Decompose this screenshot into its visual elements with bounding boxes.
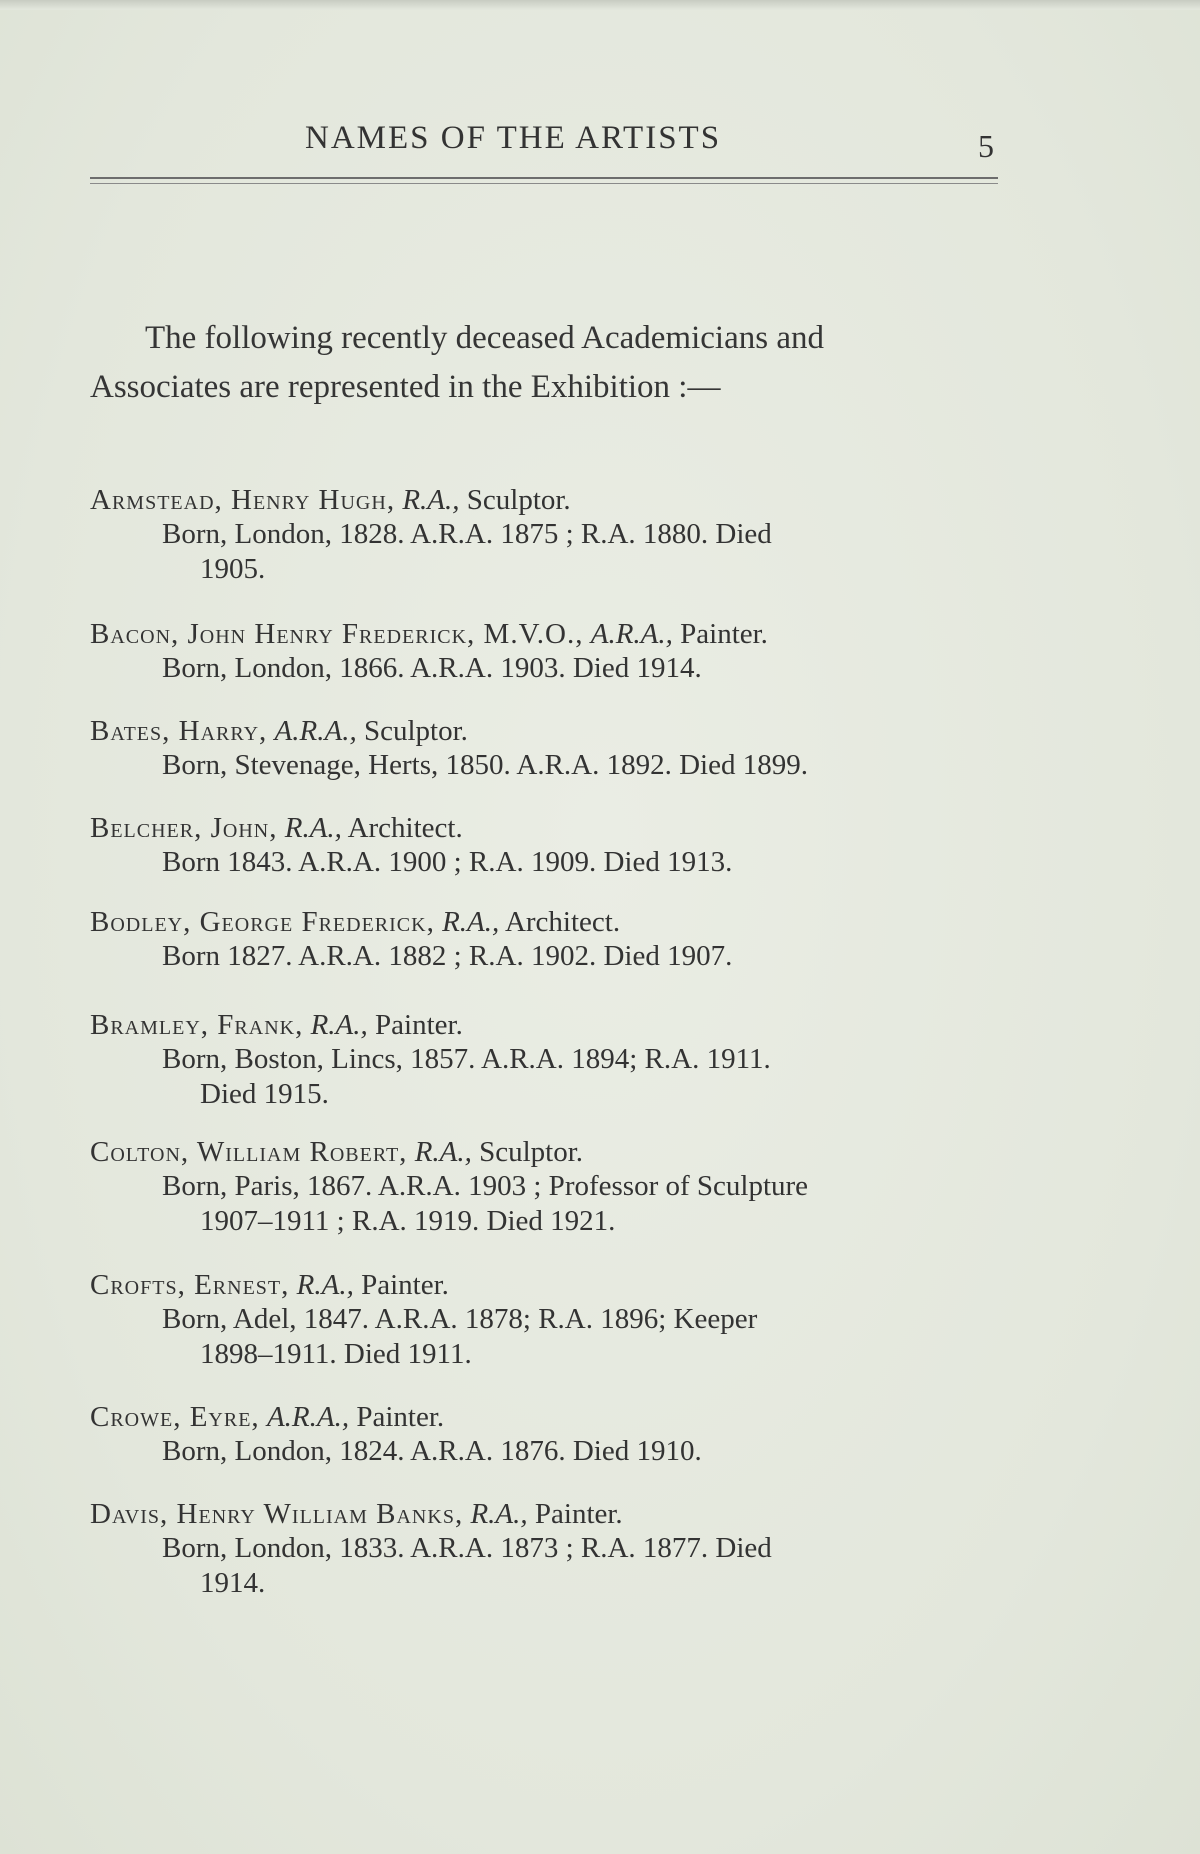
artist-role: Painter. <box>680 618 768 650</box>
artist-entry-colton <box>90 1135 1010 1239</box>
artist-role: Painter. <box>356 1401 445 1433</box>
artist-name: Bodley, George Frederick, <box>90 906 435 938</box>
artist-role: Painter. <box>361 1269 449 1301</box>
page-edge-shadow <box>0 0 1200 10</box>
intro-paragraph <box>90 314 1010 412</box>
artist-role: Architect. <box>347 812 463 844</box>
entry-bio <box>90 939 1010 974</box>
artist-name: Bacon, John Henry Frederick, M.V.O., <box>90 618 584 650</box>
artist-entry-bates <box>90 714 1010 783</box>
entry-heading <box>90 905 1010 939</box>
bio-line: 1898–1911. Died 1911. <box>200 1338 472 1370</box>
header-rule-thick <box>90 177 998 179</box>
bio-line: 1914. <box>200 1567 266 1599</box>
running-head: NAMES OF THE ARTISTS <box>305 120 722 156</box>
artist-rank: R.A., <box>402 484 460 516</box>
bio-line: Born, Adel, 1847. A.R.A. 1878; R.A. 1896; Keeper <box>162 1303 758 1335</box>
artist-rank: A.R.A., <box>266 1401 350 1433</box>
entry-heading <box>90 617 1010 651</box>
artist-entry-davis <box>90 1497 1010 1601</box>
entry-heading <box>90 811 1010 845</box>
artist-name: Colton, William Robert, <box>90 1136 408 1168</box>
entry-bio <box>90 1531 1010 1601</box>
bio-line: Born, London, 1828. A.R.A. 1875 ; R.A. 1880. Died <box>162 518 772 550</box>
artist-entry-bramley <box>90 1008 1010 1112</box>
entry-bio <box>90 651 1010 686</box>
artist-entry-crofts <box>90 1268 1010 1372</box>
entry-heading <box>90 1135 1010 1169</box>
bio-line: Born, Stevenage, Herts, 1850. A.R.A. 1892. Died 1899. <box>162 749 808 781</box>
entry-bio <box>90 845 1010 880</box>
bio-line: 1905. <box>200 553 266 585</box>
artist-rank: A.R.A., <box>274 715 357 747</box>
artist-rank: R.A., <box>310 1009 368 1041</box>
artist-entry-belcher <box>90 811 1010 880</box>
bio-line: Born, London, 1824. A.R.A. 1876. Died 1910. <box>162 1435 702 1467</box>
artist-name: Davis, Henry William Banks, <box>90 1498 464 1530</box>
entry-heading <box>90 1497 1010 1531</box>
entry-heading <box>90 714 1010 748</box>
artist-name: Crowe, Eyre, <box>90 1401 260 1433</box>
bio-line: Born, Boston, Lincs, 1857. A.R.A. 1894; R.A. 1911. <box>162 1043 771 1075</box>
entry-heading <box>90 483 1010 517</box>
artist-rank: R.A., <box>470 1498 528 1530</box>
entry-heading <box>90 1008 1010 1042</box>
bio-line: 1907–1911 ; R.A. 1919. Died 1921. <box>200 1205 616 1237</box>
artist-entry-bacon <box>90 617 1010 686</box>
artist-entry-armstead <box>90 483 1010 587</box>
bio-line: Born, London, 1866. A.R.A. 1903. Died 1914. <box>162 652 702 684</box>
entry-bio <box>90 1302 1010 1372</box>
entry-heading <box>90 1400 1010 1434</box>
entry-bio <box>90 517 1010 587</box>
artist-rank: R.A., <box>284 812 342 844</box>
page-number: 5 <box>978 128 994 164</box>
artist-name: Armstead, Henry Hugh, <box>90 484 396 516</box>
entry-bio <box>90 748 1010 783</box>
artist-name: Belcher, John, <box>90 812 278 844</box>
artist-role: Sculptor. <box>479 1136 584 1168</box>
artist-entry-crowe <box>90 1400 1010 1469</box>
bio-line: Born 1827. A.R.A. 1882 ; R.A. 1902. Died 1907. <box>162 940 733 972</box>
bio-line: Died 1915. <box>200 1078 329 1110</box>
artist-entry-bodley <box>90 905 1010 974</box>
entry-heading <box>90 1268 1010 1302</box>
intro-line-1: The following recently deceased Academicians and <box>145 320 824 356</box>
artist-name: Crofts, Ernest, <box>90 1269 290 1301</box>
entry-bio <box>90 1434 1010 1469</box>
artist-rank: R.A., <box>414 1136 472 1168</box>
artist-role: Architect. <box>504 906 621 938</box>
artist-role: Painter. <box>534 1498 623 1530</box>
artist-name: Bates, Harry, <box>90 715 268 747</box>
intro-line-2: Associates are represented in the Exhibition :— <box>90 369 721 405</box>
artist-role: Sculptor. <box>466 484 571 516</box>
artist-name: Bramley, Frank, <box>90 1009 304 1041</box>
entry-bio <box>90 1042 1010 1112</box>
artist-rank: R.A., <box>296 1269 354 1301</box>
header-rule-thin <box>90 183 998 184</box>
bio-line: Born, London, 1833. A.R.A. 1873 ; R.A. 1877. Died <box>162 1532 772 1564</box>
entry-bio <box>90 1169 1010 1239</box>
artist-rank: A.R.A., <box>590 618 673 650</box>
bio-line: Born, Paris, 1867. A.R.A. 1903 ; Professor of Sculpture <box>162 1170 809 1202</box>
bio-line: Born 1843. A.R.A. 1900 ; R.A. 1909. Died 1913. <box>162 846 733 878</box>
artist-role: Sculptor. <box>363 715 468 747</box>
artist-rank: R.A., <box>442 906 500 938</box>
artist-role: Painter. <box>375 1009 463 1041</box>
